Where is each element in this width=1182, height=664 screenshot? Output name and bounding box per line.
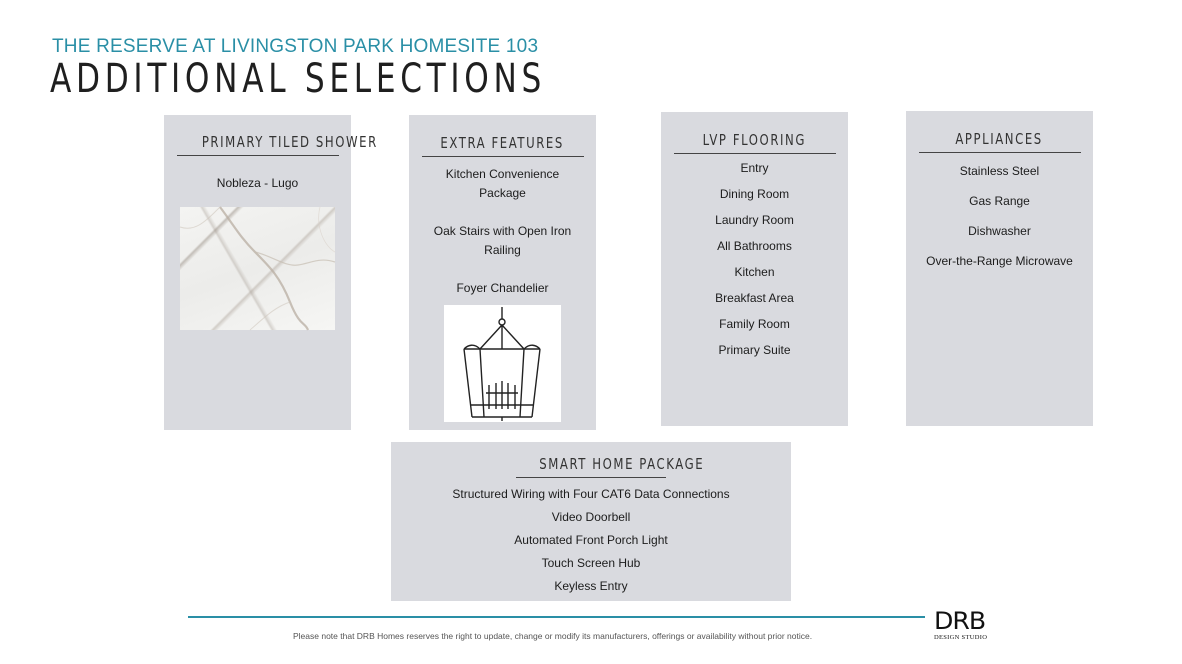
drb-design-studio-logo [934,609,994,645]
extra-features-card [409,115,596,430]
extra-item-kitchen-2: Package [479,186,526,200]
appliance-item: Dishwasher [968,224,1031,238]
appliances-heading: APPLIANCES [955,130,1044,148]
smart-item: Touch Screen Hub [541,556,641,570]
footer-disclaimer: Please note that DRB Homes reserves the right to update, change or modify its manufacturers, offerings or availability without prior notice. [293,631,813,641]
page-title: ADDITIONAL SELECTIONS [50,56,547,102]
lvp-item: Laundry Room [715,213,794,227]
smart-home-heading: SMART HOME PACKAGE [539,455,705,473]
appliances-card [906,111,1093,426]
smart-item: Keyless Entry [554,579,628,593]
footer-divider [188,616,925,618]
marble-tile-image [180,207,335,330]
extra-item-kitchen-1: Kitchen Convenience [445,167,560,181]
lvp-item: Primary Suite [718,343,791,357]
lvp-item: Entry [740,161,769,175]
logo-subtitle: DESIGN STUDIO [934,634,988,641]
lvp-item: Breakfast Area [715,291,794,305]
lvp-item: Family Room [719,317,790,331]
extra-item-chandelier: Foyer Chandelier [456,281,549,295]
smart-item: Structured Wiring with Four CAT6 Data Connections [452,487,730,501]
smart-item: Video Doorbell [551,510,631,524]
page-subtitle: THE RESERVE AT LIVINGSTON PARK HOMESITE 103 [52,36,539,57]
extra-item-stairs-1: Oak Stairs with Open Iron [433,224,572,238]
lvp-flooring-heading: LVP FLOORING [702,131,807,149]
appliance-item: Over-the-Range Microwave [926,254,1073,268]
lvp-flooring-card [661,112,848,426]
chandelier-image [444,305,561,422]
lvp-item: Kitchen [734,265,775,279]
appliance-item: Stainless Steel [959,164,1040,178]
appliance-item: Gas Range [969,194,1030,208]
shower-card [164,115,378,430]
lvp-item: All Bathrooms [717,239,792,253]
extra-item-stairs-2: Railing [484,243,521,257]
smart-item: Automated Front Porch Light [514,533,668,547]
shower-item: Nobleza - Lugo [216,176,299,190]
extra-features-heading: EXTRA FEATURES [440,134,565,152]
smart-home-card [391,442,791,601]
logo-mark: DRB [934,607,986,635]
shower-card-heading: PRIMARY TILED SHOWER [201,133,378,151]
lvp-item: Dining Room [719,187,790,201]
